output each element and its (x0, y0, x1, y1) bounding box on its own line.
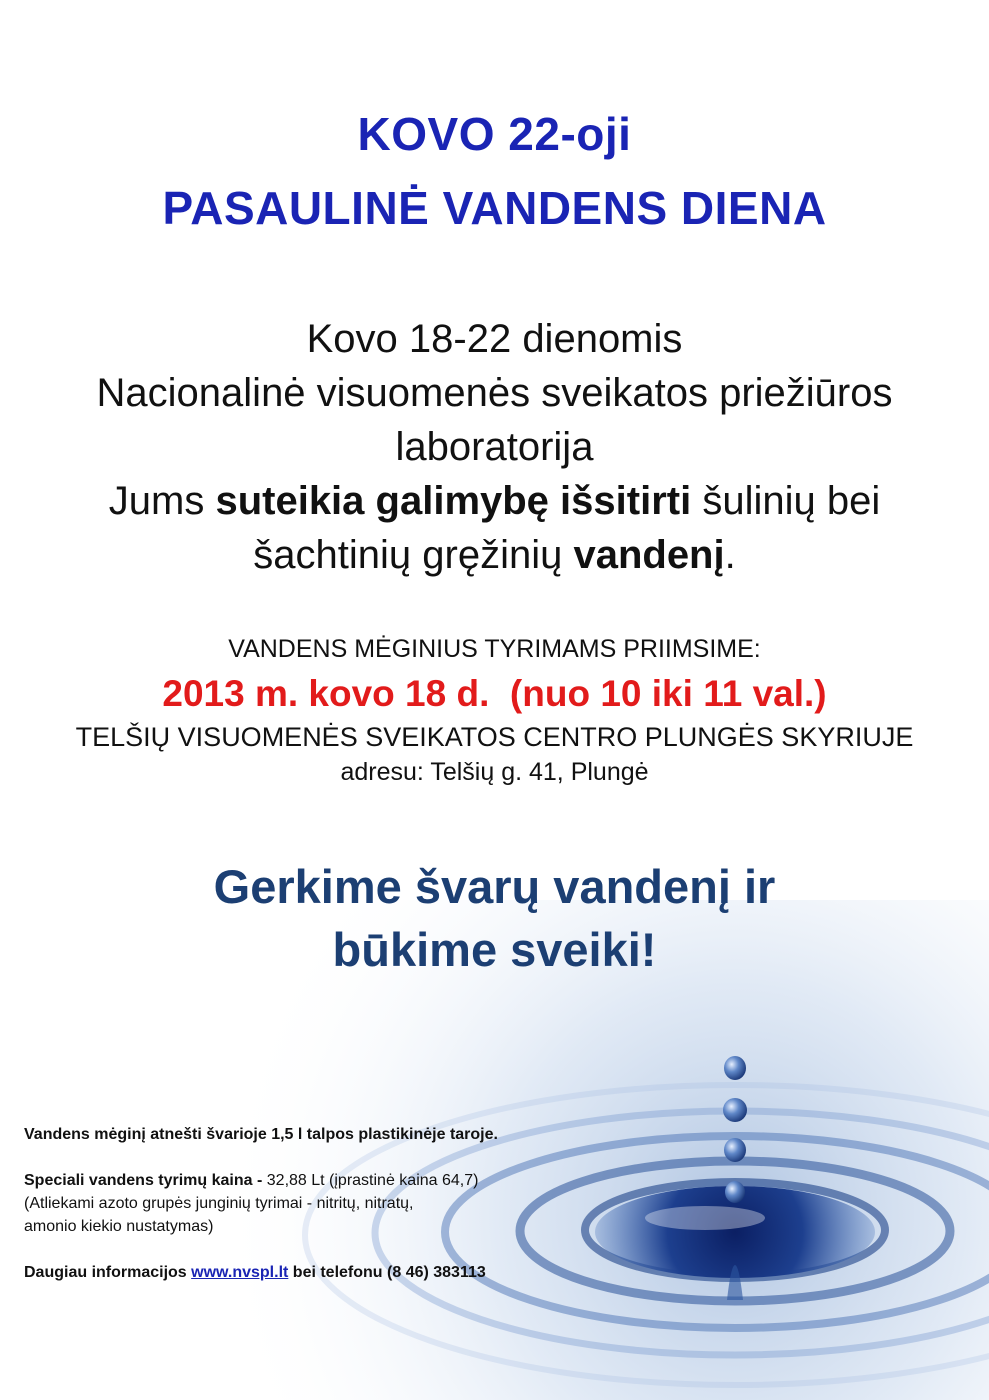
tests-line-2: amonio kiekio nustatymas) (24, 1218, 214, 1235)
intro-line-4-pre: Jums (108, 479, 216, 523)
price-label: Speciali vandens tyrimų kaina - (24, 1172, 267, 1189)
sampling-date: 2013 m. kovo 18 d. (nuo 10 iki 11 val.) (162, 673, 827, 714)
sampling-heading: VANDENS MĖGINIUS TYRIMAMS PRIIMSIME: (228, 635, 761, 663)
phone-text: bei telefonu (8 46) 383113 (288, 1264, 486, 1281)
intro-line-4-bold: suteikia galimybę išsitirti (215, 479, 692, 523)
header-line-1: KOVO 22-oji (357, 108, 632, 160)
intro-line-5-post: . (724, 533, 736, 577)
slogan (0, 855, 989, 981)
container-note-text: Vandens mėginį atnešti švarioje 1,5 l talpos plastikinėje taroje. (24, 1126, 498, 1143)
info-label: Daugiau informacijos (24, 1264, 192, 1281)
intro-line-3: laboratorija (395, 425, 594, 469)
slogan-line-2: būkime sveiki! (332, 923, 657, 976)
intro-line-1: Kovo 18-22 dienomis (306, 317, 683, 361)
intro-line-5-bold: vandenį (573, 533, 725, 577)
website-link[interactable]: www.nvspl.lt (191, 1264, 289, 1281)
intro-line-5 (0, 528, 989, 582)
price-line (24, 1169, 644, 1192)
intro-line-4-post: šulinių bei (691, 479, 881, 523)
sampling-address: adresu: Telšių g. 41, Plungė (340, 758, 649, 786)
slogan-line-1: Gerkime švarų vandenį ir (213, 860, 776, 913)
intro-line-2: Nacionalinė visuomenės sveikatos priežiūros (96, 371, 893, 415)
container-note (24, 1123, 644, 1146)
intro-line-5-pre: šachtinių gręžinių (253, 533, 574, 577)
sampling-place: TELŠIŲ VISUOMENĖS SVEIKATOS CENTRO PLUNGĖS SKYRIUJE (75, 722, 914, 752)
header-line-2: PASAULINĖ VANDENS DIENA (162, 182, 827, 234)
price-value: 32,88 Lt (įprastinė kaina 64,7) (266, 1172, 479, 1189)
intro-text (0, 312, 989, 582)
info-line (24, 1261, 644, 1284)
tests-line-1: (Atliekami azoto grupės junginių tyrimai - nitritų, nitratų, (24, 1195, 414, 1212)
footer-info (24, 1123, 644, 1284)
intro-line-4 (0, 474, 989, 528)
